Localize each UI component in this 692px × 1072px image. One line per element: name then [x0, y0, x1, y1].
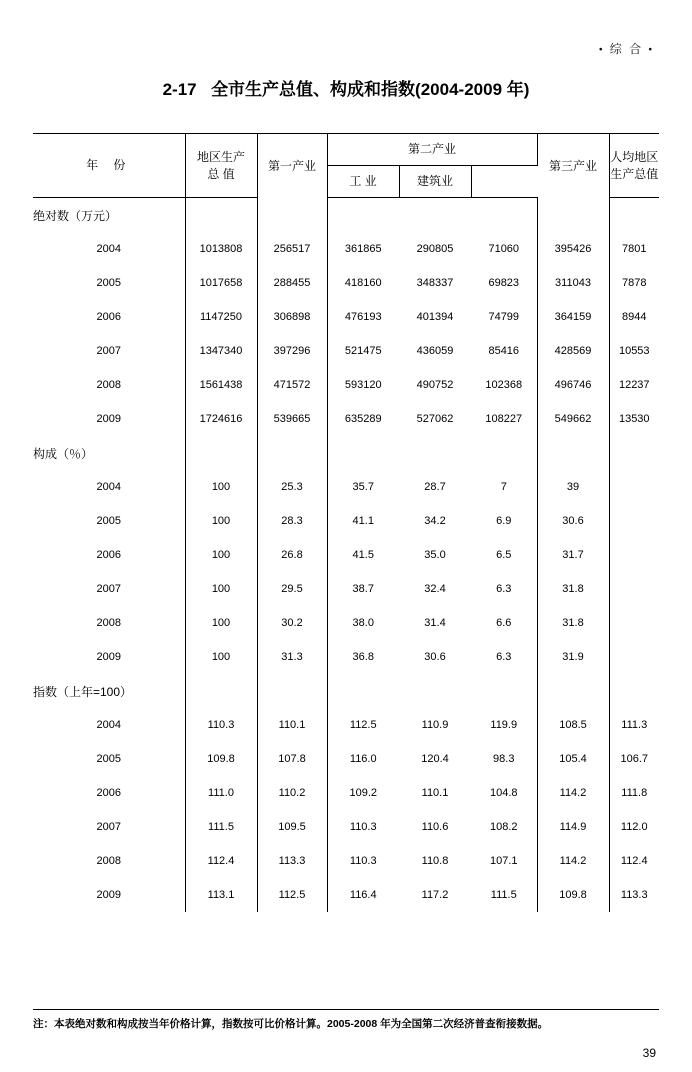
- cell-industry: 34.2: [424, 515, 446, 527]
- cell-secondary: 41.5: [352, 549, 374, 561]
- cell-industry: 32.4: [424, 583, 446, 595]
- cell-industry: 110.9: [421, 719, 449, 731]
- col-header-tertiary: 第三产业: [537, 134, 609, 198]
- cell-per-capita: [609, 504, 659, 538]
- cell-tertiary: 39: [537, 470, 609, 504]
- cell-per-capita: 111.8: [621, 787, 648, 799]
- section-label-pad-gdp: [185, 198, 257, 233]
- cell-per-capita: 7878: [622, 277, 647, 289]
- cell-per-capita: 13530: [618, 413, 650, 425]
- cell-primary: 256517: [257, 232, 327, 266]
- cell-tertiary: 395426: [537, 232, 609, 266]
- page-number: 39: [642, 1046, 656, 1060]
- cell-per-capita: [609, 470, 659, 504]
- table-row: [33, 708, 659, 742]
- table-header-row-1: [33, 134, 659, 166]
- running-head: [599, 40, 654, 57]
- col-header-per-capita: [609, 134, 659, 198]
- cell-industry: 110.1: [421, 787, 449, 799]
- cell-construction: 71060: [471, 232, 537, 266]
- cell-primary: 471572: [257, 368, 327, 402]
- section-label-pad-tertiary: [537, 198, 609, 233]
- cell-tertiary: 30.6: [537, 504, 609, 538]
- cell-per-capita: [609, 538, 659, 572]
- table-row: [33, 538, 659, 572]
- cell-construction: 6.3: [471, 640, 537, 674]
- table-header: [33, 134, 659, 198]
- cell-gdp: 1561438: [185, 368, 257, 402]
- cell-tertiary: 114.2: [537, 844, 609, 878]
- title-text: 全市生产总值、构成和指数(2004-2009 年): [211, 80, 530, 99]
- cell-secondary: 41.1: [352, 515, 374, 527]
- cell-tertiary: 364159: [537, 300, 609, 334]
- table-row: [33, 640, 659, 674]
- cell-industry: 290805: [416, 243, 454, 255]
- row-year: 2007: [96, 583, 121, 595]
- col-header-gdp-line2: 总 值: [207, 166, 235, 181]
- cell-per-capita: 10553: [618, 345, 650, 357]
- cell-gdp: 100: [185, 606, 257, 640]
- cell-secondary: 109.2: [349, 787, 378, 799]
- section-label-pad-gdp: [185, 674, 257, 708]
- cell-industry: 28.7: [424, 481, 446, 493]
- cell-gdp: 1724616: [185, 402, 257, 436]
- cell-gdp: 100: [185, 470, 257, 504]
- cell-gdp: 1017658: [185, 266, 257, 300]
- col-header-gdp-line1: 地区生产: [196, 150, 245, 165]
- row-year: 2004: [96, 243, 121, 255]
- table-row: [33, 810, 659, 844]
- row-year: 2005: [96, 753, 121, 765]
- row-year: 2008: [96, 855, 121, 867]
- cell-gdp: 111.0: [185, 776, 257, 810]
- cell-tertiary: 549662: [537, 402, 609, 436]
- cell-per-capita: 112.0: [620, 821, 648, 833]
- col-header-per-capita-line1: 人均地区: [610, 150, 659, 165]
- section-label: 绝对数（万元）: [33, 208, 118, 223]
- section-label-pad-secondary: [471, 198, 537, 233]
- cell-secondary: 361865: [344, 243, 382, 255]
- cell-secondary: 418160: [344, 277, 382, 289]
- cell-tertiary: 31.7: [537, 538, 609, 572]
- cell-primary: 109.5: [257, 810, 327, 844]
- cell-tertiary: 311043: [537, 266, 609, 300]
- statistics-table: [33, 133, 659, 912]
- section-label-pad-construction: [399, 674, 471, 708]
- section-label-row: [33, 198, 659, 233]
- cell-gdp: 109.8: [185, 742, 257, 776]
- row-year: 2004: [96, 481, 121, 493]
- col-header-secondary: 第二产业: [327, 134, 537, 166]
- cell-per-capita: 12237: [618, 379, 650, 391]
- cell-primary: 110.1: [257, 708, 327, 742]
- cell-construction: 119.9: [471, 708, 537, 742]
- row-year: 2008: [96, 379, 121, 391]
- section-label-pad-primary: [257, 198, 327, 233]
- cell-primary: 107.8: [257, 742, 327, 776]
- cell-industry: 490752: [416, 379, 454, 391]
- cell-secondary: 116.0: [349, 753, 377, 765]
- row-year: 2009: [96, 413, 121, 425]
- table-row: [33, 504, 659, 538]
- cell-tertiary: 109.8: [537, 878, 609, 912]
- cell-construction: 104.8: [471, 776, 537, 810]
- cell-construction: 6.6: [471, 606, 537, 640]
- cell-primary: 539665: [257, 402, 327, 436]
- cell-primary: 113.3: [257, 844, 327, 878]
- cell-tertiary: 108.5: [537, 708, 609, 742]
- cell-tertiary: 114.2: [537, 776, 609, 810]
- cell-secondary: 110.3: [349, 821, 377, 833]
- cell-industry: 110.6: [421, 821, 449, 833]
- section-label-pad-industry: [327, 674, 399, 708]
- col-header-industry: 工 业: [327, 166, 399, 198]
- section-label-row: [33, 436, 659, 470]
- table-row: [33, 368, 659, 402]
- row-year: 2007: [96, 345, 121, 357]
- table-row: [33, 402, 659, 436]
- cell-primary: 31.3: [257, 640, 327, 674]
- cell-gdp: 113.1: [185, 878, 257, 912]
- table-row: [33, 232, 659, 266]
- section-label-pad-construction: [399, 436, 471, 470]
- col-header-primary: 第一产业: [257, 134, 327, 198]
- row-year: 2005: [96, 515, 121, 527]
- cell-per-capita: [609, 640, 659, 674]
- section-label-pad-percapita: [609, 674, 659, 708]
- col-header-per-capita-line2: 生产总值: [610, 166, 659, 181]
- section-label-row: [33, 674, 659, 708]
- cell-industry: 436059: [416, 345, 454, 357]
- dot-left-icon: •: [598, 44, 605, 56]
- title-number: 2-17: [162, 80, 197, 99]
- cell-primary: 112.5: [257, 878, 327, 912]
- row-year: 2007: [96, 821, 121, 833]
- cell-construction: 102368: [471, 368, 537, 402]
- cell-tertiary: 428569: [537, 334, 609, 368]
- table-row: [33, 300, 659, 334]
- table-body: [33, 198, 659, 913]
- dot-right-icon: •: [648, 44, 654, 56]
- cell-secondary: 38.0: [352, 617, 374, 629]
- table-row: [33, 266, 659, 300]
- row-year: 2006: [96, 311, 121, 323]
- cell-secondary: 116.4: [349, 889, 377, 901]
- cell-gdp: 112.4: [185, 844, 257, 878]
- cell-primary: 306898: [257, 300, 327, 334]
- cell-industry: 120.4: [421, 753, 449, 765]
- section-label: 构成（％）: [33, 446, 94, 461]
- cell-construction: 98.3: [471, 742, 537, 776]
- cell-tertiary: 31.9: [537, 640, 609, 674]
- cell-tertiary: 105.4: [537, 742, 609, 776]
- col-header-gdp: [185, 134, 257, 198]
- cell-primary: 25.3: [257, 470, 327, 504]
- section-label-pad-industry: [327, 436, 399, 470]
- cell-secondary: 593120: [344, 379, 382, 391]
- cell-secondary: 476193: [344, 311, 382, 323]
- section-label-pad-primary: [257, 436, 327, 470]
- cell-per-capita: 111.3: [621, 719, 648, 731]
- table-row: [33, 606, 659, 640]
- row-year: 2009: [96, 889, 121, 901]
- cell-gdp: 1013808: [185, 232, 257, 266]
- cell-secondary: 521475: [344, 345, 382, 357]
- row-year: 2008: [96, 617, 121, 629]
- cell-gdp: 1147250: [185, 300, 257, 334]
- cell-per-capita: 8944: [622, 311, 647, 323]
- table-row: [33, 334, 659, 368]
- cell-primary: 288455: [257, 266, 327, 300]
- cell-per-capita: [609, 606, 659, 640]
- cell-primary: 397296: [257, 334, 327, 368]
- section-label-pad-primary: [257, 674, 327, 708]
- cell-per-capita: 106.7: [620, 753, 649, 765]
- cell-per-capita: 113.3: [620, 889, 648, 901]
- table-row: [33, 776, 659, 810]
- page-title: [0, 75, 692, 100]
- section-label-pad-percapita: [609, 436, 659, 470]
- running-head-label: 综 合: [609, 42, 644, 56]
- row-year: 2006: [96, 787, 121, 799]
- cell-gdp: 100: [185, 538, 257, 572]
- cell-industry: 117.2: [421, 889, 449, 901]
- cell-industry: 31.4: [424, 617, 446, 629]
- cell-tertiary: 31.8: [537, 606, 609, 640]
- section-label-pad-tertiary: [537, 436, 609, 470]
- cell-secondary: 38.7: [352, 583, 374, 595]
- table-row: [33, 878, 659, 912]
- cell-per-capita: 112.4: [620, 855, 648, 867]
- section-label-pad-percapita: [609, 198, 659, 233]
- table-row: [33, 742, 659, 776]
- cell-tertiary: 496746: [537, 368, 609, 402]
- cell-secondary: 35.7: [352, 481, 374, 493]
- table-row: [33, 844, 659, 878]
- table-row: [33, 470, 659, 504]
- cell-gdp: 100: [185, 572, 257, 606]
- row-year: 2009: [96, 651, 121, 663]
- cell-secondary: 110.3: [349, 855, 377, 867]
- cell-secondary: 36.8: [352, 651, 374, 663]
- cell-industry: 35.0: [424, 549, 446, 561]
- cell-gdp: 100: [185, 640, 257, 674]
- cell-gdp: 111.5: [185, 810, 257, 844]
- col-header-construction: 建筑业: [399, 166, 471, 198]
- section-label-pad-secondary: [471, 436, 537, 470]
- section-label-pad-secondary: [471, 674, 537, 708]
- cell-gdp: 110.3: [185, 708, 257, 742]
- cell-construction: 111.5: [471, 878, 537, 912]
- section-label-pad-tertiary: [537, 674, 609, 708]
- cell-primary: 26.8: [257, 538, 327, 572]
- row-year: 2006: [96, 549, 121, 561]
- row-year: 2005: [96, 277, 121, 289]
- section-label: 指数（上年=100）: [33, 684, 133, 699]
- section-label-pad-gdp: [185, 436, 257, 470]
- section-label-pad-industry: [327, 198, 399, 233]
- cell-construction: 69823: [471, 266, 537, 300]
- cell-primary: 110.2: [257, 776, 327, 810]
- cell-construction: 6.5: [471, 538, 537, 572]
- cell-per-capita: [609, 572, 659, 606]
- cell-industry: 348337: [416, 277, 454, 289]
- cell-construction: 85416: [471, 334, 537, 368]
- cell-gdp: 1347340: [185, 334, 257, 368]
- col-header-secondary-spacer: [471, 166, 537, 198]
- cell-tertiary: 114.9: [537, 810, 609, 844]
- cell-construction: 108227: [471, 402, 537, 436]
- cell-construction: 6.9: [471, 504, 537, 538]
- cell-construction: 74799: [471, 300, 537, 334]
- table-row: [33, 572, 659, 606]
- cell-secondary: 635289: [344, 413, 382, 425]
- cell-construction: 107.1: [471, 844, 537, 878]
- footnote: 注：本表绝对数和构成按当年价格计算，指数按可比价格计算。2005-2008 年为全国第二次经济普查衔接数据。: [33, 1018, 549, 1030]
- cell-industry: 527062: [416, 413, 454, 425]
- cell-per-capita: 7801: [622, 243, 647, 255]
- cell-secondary: 112.5: [349, 719, 377, 731]
- col-header-year: 年 份: [33, 134, 185, 198]
- cell-industry: 30.6: [424, 651, 446, 663]
- cell-gdp: 100: [185, 504, 257, 538]
- cell-construction: 108.2: [471, 810, 537, 844]
- section-label-pad-construction: [399, 198, 471, 233]
- cell-tertiary: 31.8: [537, 572, 609, 606]
- row-year: 2004: [96, 719, 121, 731]
- cell-construction: 6.3: [471, 572, 537, 606]
- cell-primary: 28.3: [257, 504, 327, 538]
- cell-primary: 30.2: [257, 606, 327, 640]
- cell-construction: 7: [471, 470, 537, 504]
- table-bottom-rule: [33, 1009, 659, 1010]
- cell-industry: 110.8: [421, 855, 449, 867]
- cell-primary: 29.5: [257, 572, 327, 606]
- cell-industry: 401394: [416, 311, 454, 323]
